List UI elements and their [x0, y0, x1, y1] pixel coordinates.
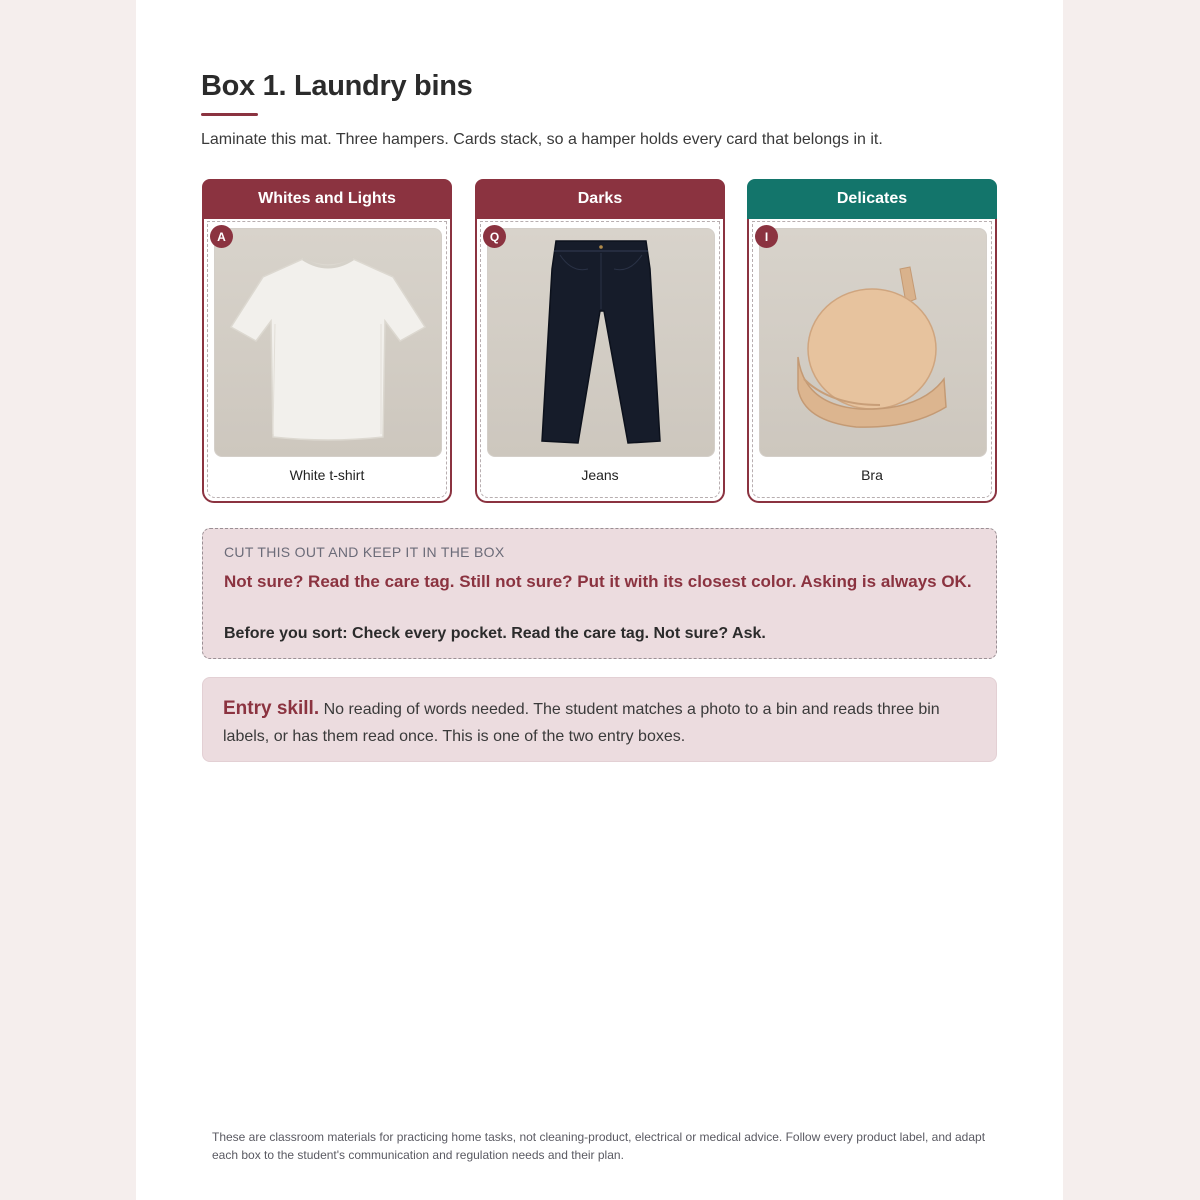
bin-body [475, 219, 725, 503]
title-underline [201, 113, 258, 116]
page-title: Box 1. Laundry bins [201, 70, 473, 102]
cutout-kicker: CUT THIS OUT AND KEEP IT IN THE BOX [224, 544, 505, 560]
entry-skill-text: No reading of words needed. The student matches a photo to a bin and reads three bin labels, or has them read once. This is one of the two entry boxes. [223, 701, 940, 745]
bin-header: Delicates [747, 179, 997, 219]
card-caption: Bra [861, 467, 883, 483]
bra-photo [759, 228, 987, 457]
bin-body [202, 219, 452, 503]
bin-whites-and-lights [202, 179, 452, 503]
card-letter-badge: Q [483, 225, 506, 248]
white-tshirt-photo [214, 228, 442, 457]
card-letter-badge: A [210, 225, 233, 248]
footer-disclaimer: These are classroom materials for practicing home tasks, not cleaning-product, electrical or medical advice. Follow every product label, and adapt each box to the student's communication and regulation needs and their plan. [212, 1130, 986, 1162]
bin-header: Whites and Lights [202, 179, 452, 219]
intro-text: Laminate this mat. Three hampers. Cards stack, so a hamper holds every card that belongs in it. [201, 131, 883, 148]
cutout-sub-text: Before you sort: Check every pocket. Read the care tag. Not sure? Ask. [224, 625, 766, 642]
worksheet-page [136, 0, 1063, 1200]
bra-icon [760, 229, 986, 456]
cutout-main-text: Not sure? Read the care tag. Still not sure? Put it with its closest color. Asking is always OK. [224, 572, 972, 591]
bin-darks [475, 179, 725, 503]
card-caption: Jeans [581, 467, 619, 483]
jeans-photo [487, 228, 715, 457]
entry-skill-lead: Entry skill. [223, 698, 320, 719]
card-letter-badge: I [755, 225, 778, 248]
entry-skill-note [202, 677, 997, 762]
jeans-icon [488, 229, 714, 456]
card-caption: White t-shirt [289, 467, 365, 483]
bin-body [747, 219, 997, 503]
bin-header: Darks [475, 179, 725, 219]
cutout-tip-card [202, 528, 997, 659]
tshirt-icon [215, 229, 441, 456]
bin-delicates [747, 179, 997, 503]
